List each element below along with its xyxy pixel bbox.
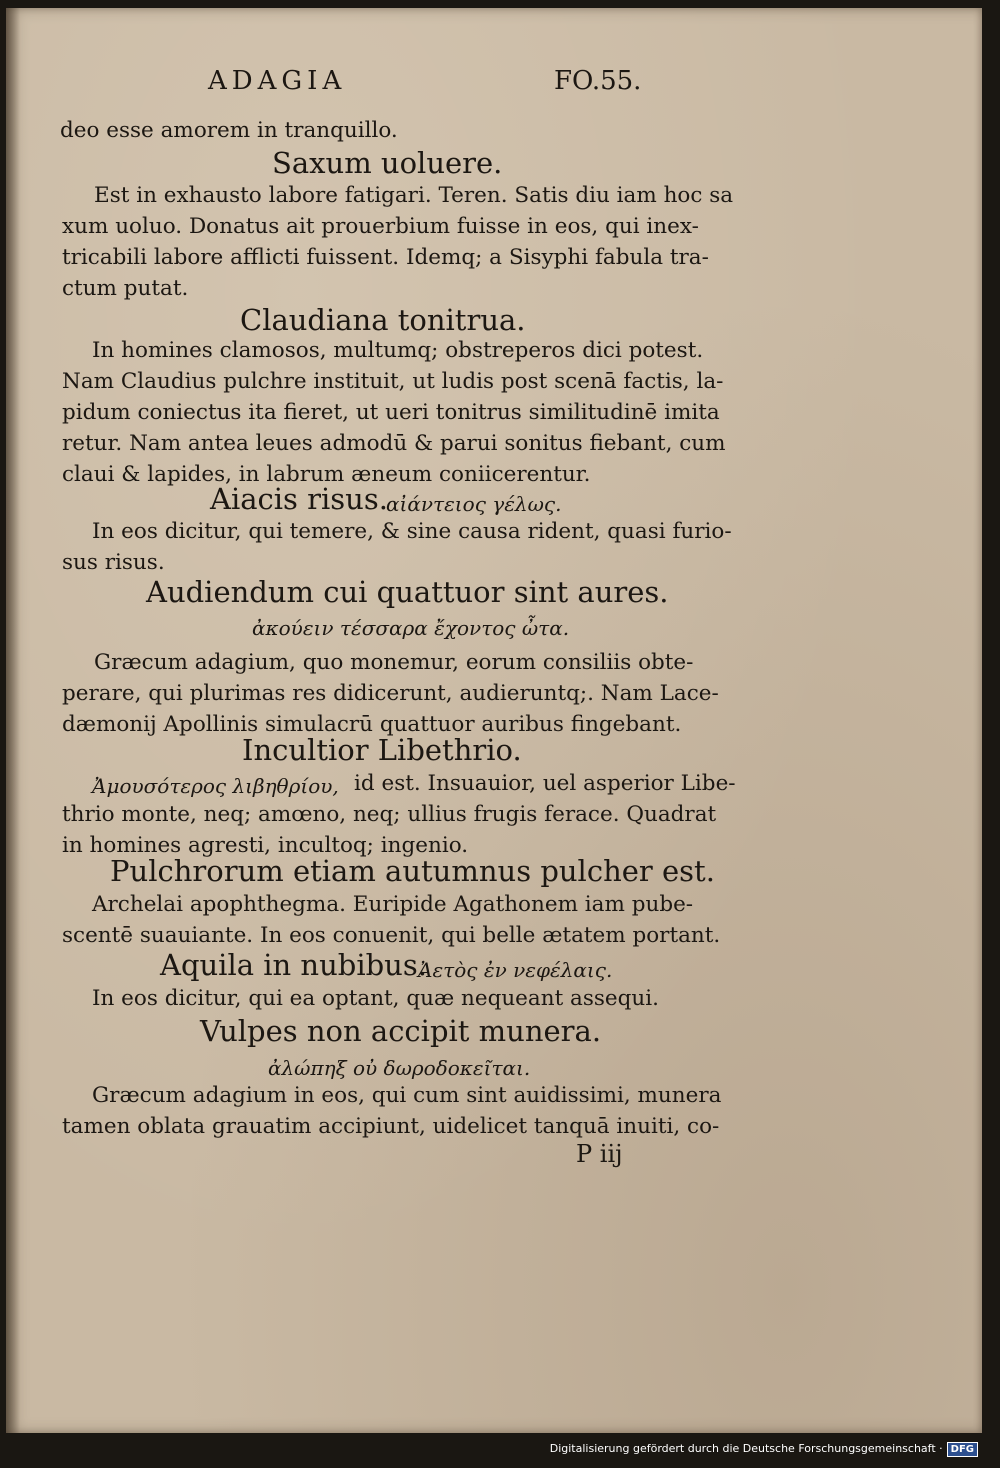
text-line: pidum coniectus ita fieret, ut ueri tonitrus similitudinē imita	[62, 400, 720, 425]
text-line: xum uoluo. Donatus ait prouerbium fuisse in eos, qui inex-	[62, 214, 699, 239]
text-line: ctum putat.	[62, 276, 189, 301]
adage-heading: Vulpes non accipit munera.	[200, 1014, 602, 1048]
adage-heading: Audiendum cui quattuor sint aures.	[146, 575, 669, 609]
greek-phrase: αἰάντειος γέλως.	[386, 492, 562, 516]
greek-phrase: Ἀμουσότερος λιβηθρίου,	[92, 774, 339, 798]
text-line: deo esse amorem in tranquillo.	[60, 118, 398, 143]
text-line: Græcum adagium, quo monemur, eorum consiliis obte-	[94, 650, 694, 675]
book-page	[6, 8, 982, 1433]
credit-text: Digitalisierung gefördert durch die Deutsche Forschungsgemeinschaft ·	[549, 1442, 943, 1455]
greek-phrase: Ἀετὸς ἐν νεφέλαις.	[418, 958, 613, 982]
text-line: sus risus.	[62, 550, 165, 575]
text-line: In eos dicitur, qui temere, & sine causa rident, quasi furio-	[92, 519, 732, 544]
running-title: ADAGIA	[208, 66, 347, 96]
greek-phrase: ἀκούειν τέσσαρα ἔχοντος ὦτα.	[252, 616, 570, 640]
text-line: tricabili labore afflicti fuissent. Idemq; a Sisyphi fabula tra-	[62, 245, 709, 270]
adage-heading: Claudiana tonitrua.	[240, 303, 526, 337]
text-line: Archelai apophthegma. Euripide Agathonem iam pube-	[92, 892, 694, 917]
text-line: in homines agresti, incultoq; ingenio.	[62, 833, 469, 858]
digitization-credit	[550, 1442, 978, 1457]
text-line: In eos dicitur, qui ea optant, quæ nequeant assequi.	[92, 986, 659, 1011]
text-line: scentē suauiante. In eos conuenit, qui belle ætatem portant.	[62, 923, 721, 948]
text-line: claui & lapides, in labrum æneum coniicerentur.	[62, 462, 591, 487]
page-gutter-shadow	[6, 8, 20, 1433]
text-line: dæmonij Apollinis simulacrū quattuor auribus fingebant.	[62, 712, 682, 737]
text-line: retur. Nam antea leues admodū & parui sonitus fiebant, cum	[62, 431, 726, 456]
text-line: perare, qui plurimas res didicerunt, audieruntq;. Nam Lace-	[62, 681, 719, 706]
adage-heading: Incultior Libethrio.	[242, 733, 522, 767]
text-line: Est in exhausto labore fatigari. Teren. Satis diu iam hoc sa	[94, 183, 734, 208]
greek-phrase: ἀλώπηξ οὐ δωροδοκεῖται.	[268, 1056, 531, 1080]
text-line: In homines clamosos, multumq; obstreperos dici potest.	[92, 338, 704, 363]
text-line: thrio monte, neq; amœno, neq; ullius frugis ferace. Quadrat	[62, 802, 717, 827]
folio-number: FO.55.	[554, 66, 642, 96]
dfg-logo: DFG	[947, 1442, 978, 1457]
text-line: tamen oblata grauatim accipiunt, uidelicet tanquā inuiti, co-	[62, 1114, 720, 1139]
adage-heading: Pulchrorum etiam autumnus pulcher est.	[110, 854, 715, 888]
adage-heading: Aquila in nubibus.	[160, 948, 427, 982]
adage-heading: Saxum uoluere.	[272, 146, 503, 180]
signature-mark: P iij	[576, 1140, 623, 1168]
text-line: id est. Insuauior, uel asperior Libe-	[354, 771, 736, 796]
text-line: Nam Claudius pulchre instituit, ut ludis post scenā factis, la-	[62, 369, 724, 394]
adage-heading: Aiacis risus.	[210, 482, 388, 516]
text-line: Græcum adagium in eos, qui cum sint auidissimi, munera	[92, 1083, 722, 1108]
